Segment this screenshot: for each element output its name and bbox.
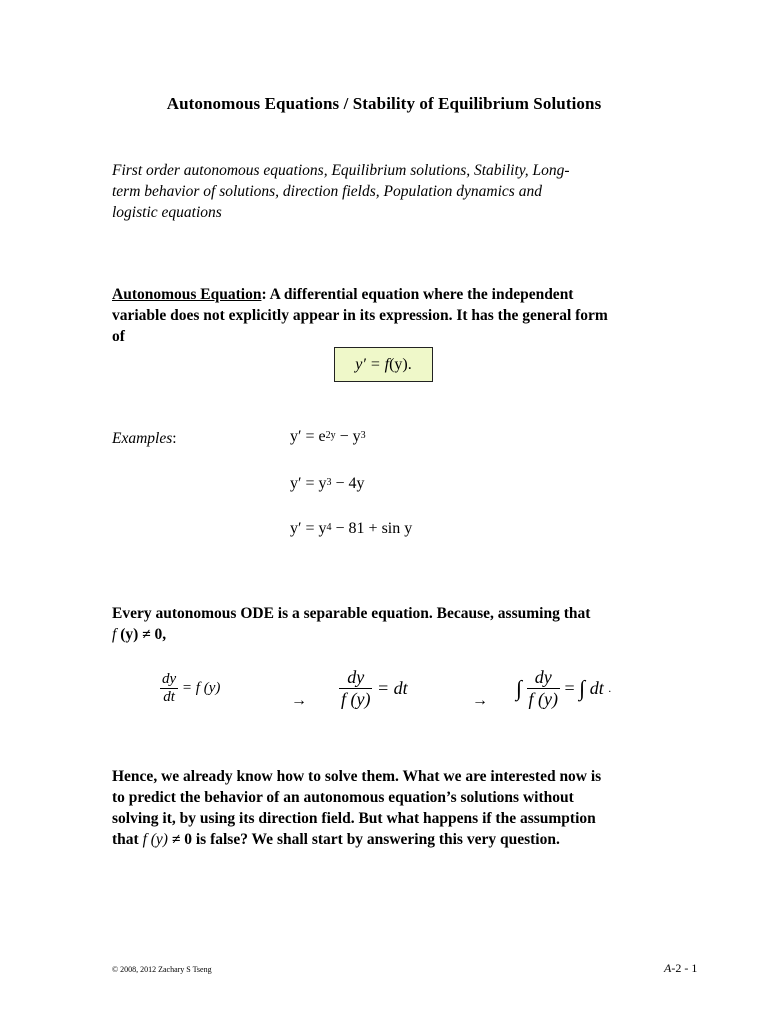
page-number: A-2 - 1 [664,961,698,975]
topic-summary-line: term behavior of solutions, direction fields, Population dynamics and [112,183,542,200]
arrow-icon: → [291,692,307,709]
hence-line: to predict the behavior of an autonomous equation’s solutions without [112,789,574,806]
example-equation-3: $y' = y^4 - 81 + \sin y$ [290,520,413,537]
copyright-notice: © 2008, 2012 Zachary S Tseng [112,965,212,974]
general-form-box [334,347,433,382]
definition-line: variable does not explicitly appear in its expression. It has the general form [112,307,608,324]
formula-step-1: $\frac{dy}{dt}$ = f (y) [162,671,221,705]
topic-summary-line: logistic equations [112,204,222,221]
topic-summary [112,160,642,223]
formula-step-3: ∫ $\frac{dy}{f (y)}$ = ∫ dt . [516,667,612,709]
hence-paragraph: Hence, we already know how to solve them. What we are interested now is to predict the behavior of an autonomous equation’s solutions without solving it, by using its direction field. But what happens if the assumption that f (y) ≠ 0 is false? We shall start by answering this very question. [112,766,657,850]
page-title: Autonomous Equations / Stability of Equilibrium Solutions [166,94,602,113]
definition-text: : A differential equation where the independent [261,286,574,303]
separable-line: Every autonomous ODE is a separable equation. Because, assuming that [112,605,591,622]
fraction-dy-dt: $\frac{dy}{dt}$ [162,671,177,705]
topic-summary-line: First order autonomous equations, Equilibrium solutions, Stability, Long- [112,162,570,179]
integral-icon: ∫ [579,675,586,701]
arrow-icon: → [472,692,488,709]
general-form-lhs: y′ = [355,356,385,373]
separable-paragraph: Every autonomous ODE is a separable equation. Because, assuming that f (y) ≠ 0, [112,603,652,645]
fraction-dy-fy-integral: $\frac{dy}{f (y)}$ [528,667,559,709]
definition-term: Autonomous Equation [112,286,262,303]
fraction-dy-fy: $\frac{dy}{f (y)}$ [341,667,371,709]
examples-label: Examples: [112,430,177,447]
example-equation-2: $y' = y^3 - 4y$ [290,475,365,492]
hence-line: solving it, by using its direction field. But what happens if the assumption [112,810,596,827]
definition-line: of [112,328,125,345]
general-form-f: f [384,356,390,373]
general-form-arg: (y). [389,356,412,373]
formula-step-2: $\frac{dy}{f (y)}$ = dt [341,667,408,709]
example-equation-1: $y' = e^{2y} - y^3$ [290,428,366,445]
hence-line: Hence, we already know how to solve them. What we are interested now is [112,768,602,785]
integral-icon: ∫ [516,675,523,701]
definition-paragraph [112,284,652,347]
